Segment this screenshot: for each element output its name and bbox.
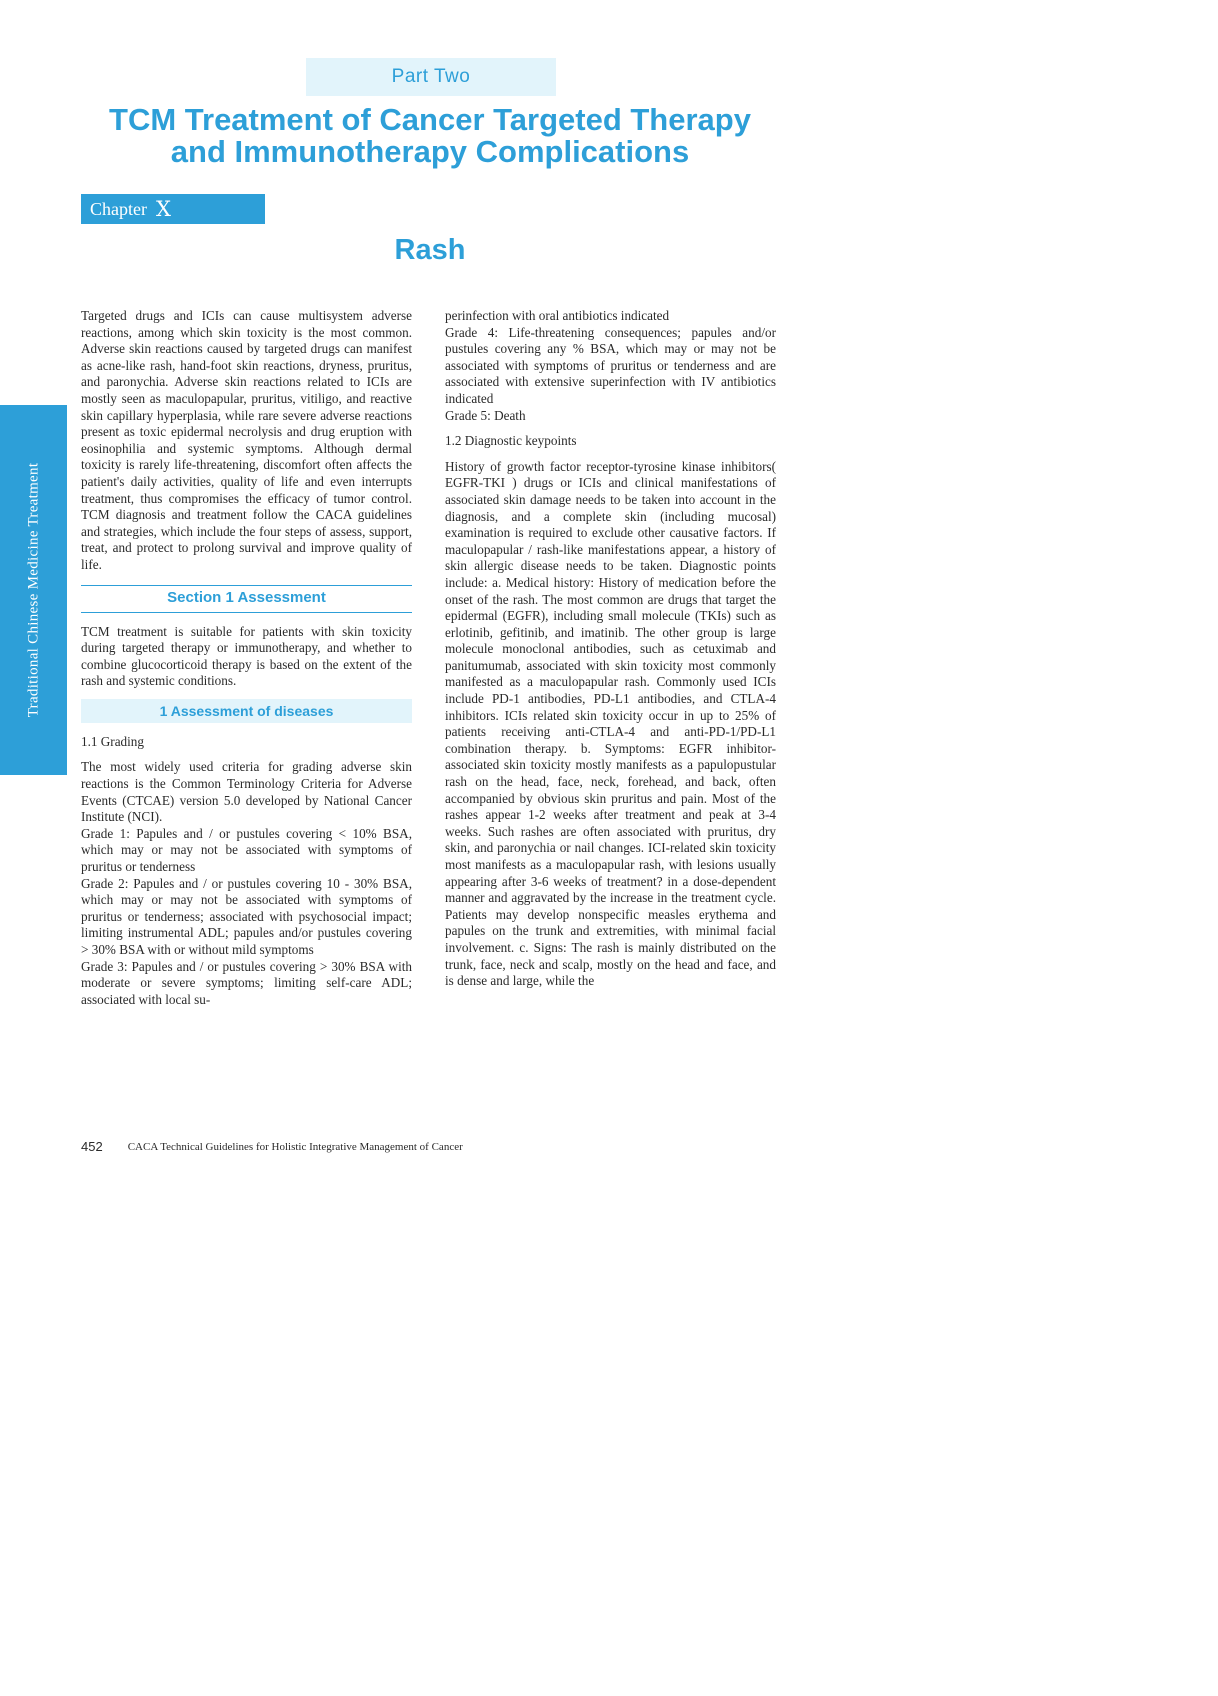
diagnostic-heading: 1.2 Diagnostic keypoints bbox=[445, 433, 577, 449]
grade-3-continued: perinfection with oral antibiotics indicated bbox=[445, 308, 670, 323]
grade-3: Grade 3: Papules and / or pustules covering > 30% BSA with moderate or severe symptoms; limiting self-care ADL; associated with local su- bbox=[81, 958, 412, 1007]
side-tab bbox=[0, 405, 67, 775]
intro-paragraph: Targeted drugs and ICIs can cause multisystem adverse reactions, among which skin toxicity is the most common. Adverse skin reactions caused by targeted drugs can manifest as acne-like rash, hand-foot skin reactions, dryness, pruritus, and paronychia. Adverse skin reactions related to ICIs are mostly seen as maculopapular, pruritus, vitiligo, and reactive skin capillary hyperplasia, while rare severe adverse reactions present as toxic epidermal necrolysis and drug eruption with eosinophilia and systemic symptoms. Although dermal toxicity is rarely life-threatening, discomfort often affects the patient's daily activities, quality of life and even interrupts treatment, thus compromises the efficacy of tumor control. TCM diagnosis and treatment follow the CACA guidelines and strategies, which include the four steps of assess, support, treat, and protect to prolong survival and improve quality of life. bbox=[81, 308, 412, 572]
part-banner bbox=[306, 58, 556, 96]
page-footer bbox=[81, 1139, 463, 1154]
subsection-heading-text: 1 Assessment of diseases bbox=[159, 702, 334, 719]
section-heading-text: Section 1 Assessment bbox=[167, 589, 326, 607]
diagnostic-paragraph: History of growth factor receptor-tyrosine kinase inhibitors( EGFR-TKI ) drugs or ICIs and clinical manifestations of associated skin damage needs to be taken into account in the diagnosis, and a complete skin (including mucosal) examination is required to exclude other causative factors. If maculopapular / rash-like manifestations appear, a history of skin allergic disease needs to be taken. Diagnostic points include: a. Medical history: History of medication before the onset of the rash. The most common are drugs that target the epidermal (EGFR), including small molecule (TKIs) such as erlotinib, gefitinib, and imatinib. The other group is large molecule monoclonal antibodies, such as cetuximab and panitumumab, associated with skin toxicity most commonly manifested as a maculopapular rash. Commonly used ICIs include PD-1 antibodies, PD-L1 antibodies, and CTLA-4 inhibitors. ICIs related skin toxicity occur in up to 25% of patients receiving anti-CTLA-4 and anti-PD-1/PD-L1 combination therapy. b. Symptoms: EGFR inhibitor-associated skin toxicity mostly manifests as a papulopustular rash on the head, face, neck, forehead, and back, often accompanied by obvious skin pruritus and pain. Most of the rashes appear 1-2 weeks after treatment and peak at 3-4 weeks. Such rashes are often associated with pruritus, dry skin, and paronychia or nail changes. ICI-related skin toxicity most manifests as a maculopapular rash, with lesions usually appearing after 3-6 weeks of treatment? in a dose-dependent manner and aggravated by the increase in the treatment cycle. Patients may develop nonspecific measles erythema and papules on the trunk and extremities, with minimal facial involvement. c. Signs: The rash is mainly distributed on the trunk, face, neck and scalp, mostly on the head and face, and is dense and large, while the bbox=[445, 458, 776, 989]
grading-paragraph: The most widely used criteria for grading adverse skin reactions is the Common Terminology Criteria for Adverse Events (CTCAE) version 5.0 developed by National Cancer Institute (NCI). bbox=[81, 759, 412, 825]
grade-1: Grade 1: Papules and / or pustules covering < 10% BSA, which may or may not be associated with symptoms of pruritus or tenderness bbox=[81, 825, 412, 875]
chapter-numeral: Ⅹ bbox=[155, 196, 171, 221]
grading-heading: 1.1 Grading bbox=[81, 733, 144, 749]
footer-text: CACA Technical Guidelines for Holistic Integrative Management of Cancer bbox=[127, 1140, 463, 1153]
main-title-line2: and Immunotherapy Complications bbox=[170, 134, 690, 169]
section-paragraph: TCM treatment is suitable for patients with skin toxicity during targeted therapy or immunotherapy, and whether to combine glucocorticoid therapy is based on the extent of the rash and systemic conditions. bbox=[81, 623, 412, 689]
chapter-box bbox=[81, 194, 265, 224]
grade-2: Grade 2: Papules and / or pustules covering 10 - 30% BSA, which may or may not be associated with symptoms of pruritus or tenderness; associated with psychosocial impact; limiting instrumental ADL; papules and/or pustules covering > 30% BSA with or without mild symptoms bbox=[81, 875, 412, 957]
grade-4: Grade 4: Life-threatening consequences; papules and/or pustules covering any % BSA, which may or may not be associated with symptoms of pruritus or tenderness and are associated with extensive superinfection with IV antibiotics indicated bbox=[445, 324, 776, 406]
section-heading bbox=[81, 585, 412, 613]
page-number: 452 bbox=[81, 1139, 103, 1154]
part-label: Part Two bbox=[391, 66, 471, 87]
chapter-label: Chapter bbox=[90, 198, 147, 219]
grade-5: Grade 5: Death bbox=[445, 407, 526, 423]
subsection-heading bbox=[81, 699, 412, 723]
main-title bbox=[80, 104, 780, 168]
right-column bbox=[445, 308, 776, 990]
chapter-title: Rash bbox=[394, 234, 466, 266]
left-column bbox=[81, 308, 412, 1008]
side-tab-label: Traditional Chinese Medicine Treatment bbox=[25, 462, 41, 718]
main-title-line1: TCM Treatment of Cancer Targeted Therapy bbox=[109, 102, 751, 137]
